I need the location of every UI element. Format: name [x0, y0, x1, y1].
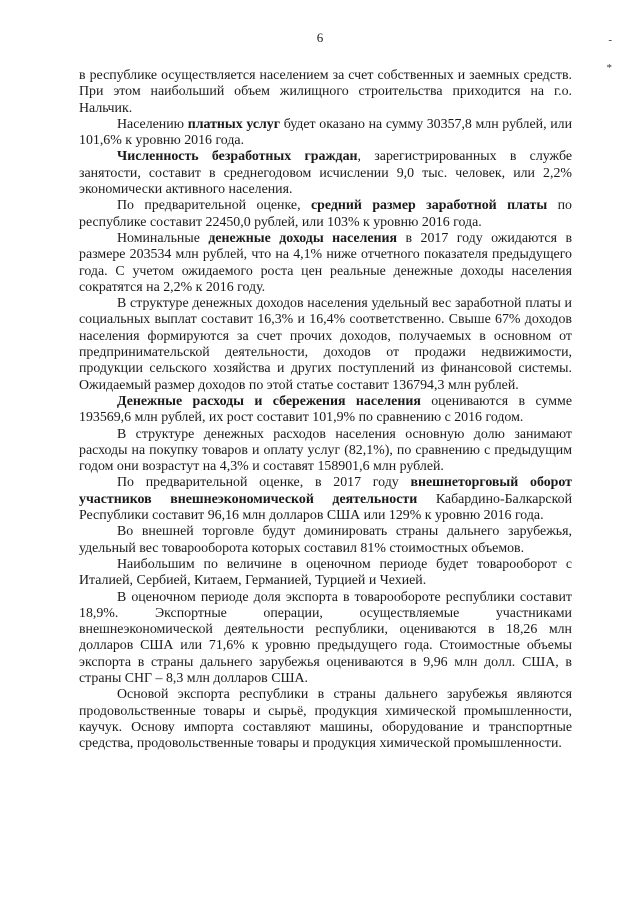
paragraph-lead: Номинальные — [117, 230, 209, 246]
paragraph-text: оцениваются в сумме 193569,6 млн рублей, их рост составит 101,9% по сравнению с 2016 годом. — [79, 393, 572, 426]
paragraph-text: будет оказано на сумму 30357,8 млн рублей, или 101,6% к уровню 2016 года. — [79, 116, 573, 149]
paragraph-paid-services — [79, 117, 572, 150]
paragraph-text: В структуре денежных доходов населения удельный вес заработной платы и социальных выплат составит 16,3% и 16,4% соответственно. Свыше 67% доходов населения формируются за счет прочих доходов, получаемых в основном от предпринимательской деятельности, доходов от продажи недвижимости, продукции сельского хозяйства и других поступлений из финансовой системы. Ожидаемый размер доходов по этой статье составит 136794,3 млн рублей. — [79, 296, 572, 393]
paragraph-export-basis — [79, 687, 572, 752]
paragraph-text: В оценочном периоде доля экспорта в товарообороте республики составит 18,9%. Экспортные операции, осуществляемые участниками внешнеэкономической деятельности республики, оцениваются в 18,26 млн долларов США или 71,6% к уровню предыдущего года. Стоимостные объемы экспорта в страны дальнего зарубежья оцениваются в 9,96 млн долл. США, в страны СНГ – 8,3 млн долларов США. — [79, 589, 572, 686]
paragraph-text: Кабардино-Балкарской Республики составит 96,16 млн долларов США или 129% к уровню 2016 года. — [79, 491, 573, 524]
paragraph-highlight: Численность безработных граждан — [117, 149, 358, 165]
page-number: 6 — [316, 30, 324, 45]
margin-mark: - — [608, 34, 612, 46]
paragraph-highlight: денежные доходы населения — [208, 230, 398, 246]
paragraph-highlight: платных услуг — [187, 116, 281, 132]
paragraph-text: Основой экспорта республики в страны дальнего зарубежья являются продовольственные товары и сырьё, продукция химической промышленности, каучук. Основу импорта составляют машины, оборудование и транспортные средства, продовольственные товары и продукция химической промышленности. — [79, 687, 572, 752]
paragraph-highlight: Денежные расходы и сбережения населения — [117, 393, 421, 409]
paragraph-expenses-savings — [79, 394, 572, 427]
paragraph-lead: Населению — [117, 116, 188, 132]
paragraph-text: в республике осуществляется населением за счет собственных и заемных средств. При этом наибольший объем жилищного строительства приходится на г.о. Нальчик. — [79, 68, 572, 116]
paragraph-income-structure — [79, 296, 572, 394]
paragraph-text: по республике составит 22450,0 рублей, или 103% к уровню 2016 года. — [79, 198, 572, 230]
paragraph-text: , зарегистрированных в службе занятости, составит в среднегодовом исчислении 9,0 тыс. человек, или 2,2% экономически активного населения. — [79, 149, 572, 198]
paragraph-lead: По предварительной оценке, в 2017 году — [117, 475, 411, 491]
paragraph-text: В структуре денежных расходов населения основную долю занимают расходы на покупку товаров и оплату услуг (82,1%), по сравнению с предыдущим годом они возрастут на 4,3% и составят 158901,6 млн рублей. — [79, 426, 572, 475]
paragraph-text: Наибольшим по величине в оценочном периоде будет товарооборот с Италией, Сербией, Китаем, Германией, Турцией и Чехией. — [79, 556, 572, 589]
paragraph-foreign-trade — [79, 475, 572, 524]
paragraph-trade-partners — [79, 557, 572, 590]
paragraph-text: в 2017 году ожидаются в размере 203534 млн рублей, что на 4,1% ниже отчетного показателя предыдущего года. С учетом ожидаемого роста цен реальные денежные доходы населения сократятся на 2,2% к 2016 году. — [79, 230, 572, 295]
paragraph-highlight: средний размер заработной платы — [310, 198, 548, 214]
margin-mark: * — [606, 62, 612, 74]
paragraph-highlight: внешнеторговый оборот участников внешнеэкономической деятельности — [79, 475, 572, 507]
paragraph-average-salary — [79, 198, 572, 231]
paragraph-housing — [79, 68, 572, 117]
paragraph-unemployed — [79, 149, 572, 198]
paragraph-expenses-structure — [79, 427, 572, 476]
paragraph-text: Во внешней торговле будут доминировать страны дальнего зарубежья, удельный вес товарооборота которых составил 81% стоимостных объемов. — [79, 524, 572, 556]
paragraph-export-share — [79, 590, 572, 688]
paragraph-far-abroad — [79, 524, 572, 557]
paragraph-money-income — [79, 231, 572, 296]
document-body — [79, 68, 572, 752]
paragraph-lead: По предварительной оценке, — [117, 198, 311, 214]
